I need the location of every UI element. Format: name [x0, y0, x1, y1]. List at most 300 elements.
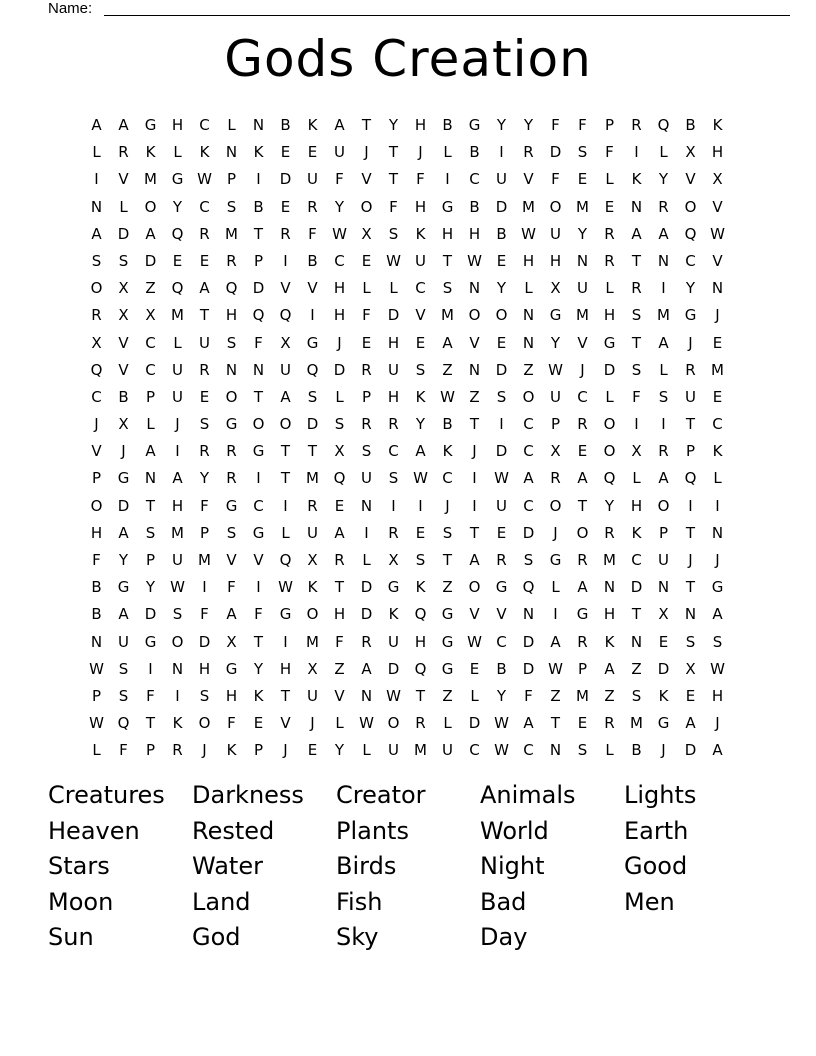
grid-letter: L: [146, 415, 155, 434]
grid-letter: B: [118, 387, 129, 406]
grid-letter: N: [603, 578, 616, 597]
grid-letter: R: [388, 415, 399, 434]
grid-letter: M: [171, 523, 184, 542]
grid-letter: N: [90, 197, 103, 216]
grid-letter: C: [631, 551, 642, 569]
grid-letter: R: [415, 714, 426, 733]
grid-letter: C: [523, 415, 534, 434]
grid-letter: L: [551, 578, 560, 597]
grid-letter: F: [146, 686, 155, 705]
grid-letter: I: [661, 279, 666, 298]
grid-letter: A: [118, 116, 129, 134]
grid-letter: O: [657, 496, 670, 515]
grid-letter: A: [712, 741, 723, 760]
grid-letter: V: [118, 170, 129, 189]
grid-letter: W: [197, 170, 212, 189]
grid-letter: R: [604, 523, 615, 542]
grid-letter: D: [495, 197, 508, 216]
grid-letter: F: [227, 578, 236, 597]
grid-letter: D: [603, 360, 616, 379]
grid-letter: L: [92, 741, 101, 760]
grid-letter: T: [199, 306, 210, 325]
grid-letter: W: [89, 659, 104, 678]
grid-letter: R: [388, 523, 399, 542]
grid-letter: X: [685, 143, 696, 162]
grid-letter: E: [415, 523, 426, 542]
grid-letter: P: [550, 415, 561, 434]
grid-letter: D: [684, 741, 697, 760]
grid-letter: I: [688, 496, 693, 515]
grid-letter: G: [441, 605, 454, 624]
grid-letter: B: [253, 197, 264, 216]
grid-letter: N: [90, 632, 103, 651]
grid-letter: S: [577, 143, 588, 162]
grid-letter: K: [712, 442, 723, 461]
grid-letter: U: [307, 686, 318, 705]
grid-letter: K: [415, 578, 426, 597]
grid-letter: A: [550, 632, 561, 651]
grid-letter: U: [658, 551, 669, 569]
grid-letter: C: [523, 496, 534, 515]
grid-letter: S: [631, 360, 642, 379]
grid-letter: Z: [631, 659, 642, 678]
grid-letter: F: [200, 605, 209, 624]
grid-letter: K: [172, 714, 183, 733]
name-label: Name:: [48, 0, 93, 17]
grid-letter: F: [200, 496, 209, 515]
grid-letter: F: [92, 551, 101, 569]
word-list-item: Darkness: [192, 781, 304, 809]
grid-letter: G: [549, 306, 562, 325]
grid-letter: A: [145, 442, 156, 461]
grid-letter: U: [388, 741, 399, 760]
grid-letter: A: [523, 469, 534, 488]
grid-letter: N: [684, 605, 697, 624]
grid-letter: F: [578, 116, 587, 134]
grid-letter: S: [388, 469, 399, 488]
grid-letter: T: [550, 714, 561, 733]
grid-letter: S: [523, 551, 534, 569]
name-underline: [104, 15, 790, 16]
grid-letter: I: [499, 143, 504, 162]
grid-letter: C: [199, 116, 210, 134]
grid-letter: G: [252, 523, 265, 542]
grid-letter: H: [414, 197, 427, 216]
grid-letter: K: [307, 578, 318, 597]
grid-letter: H: [711, 686, 724, 705]
grid-letter: N: [468, 279, 481, 298]
grid-letter: H: [333, 605, 346, 624]
grid-letter: E: [496, 523, 507, 542]
grid-letter: N: [549, 741, 562, 760]
grid-letter: L: [443, 714, 452, 733]
grid-letter: S: [91, 251, 102, 270]
grid-letter: R: [550, 469, 561, 488]
grid-letter: Z: [550, 686, 561, 705]
grid-letter: M: [576, 197, 589, 216]
grid-letter: T: [442, 551, 453, 569]
grid-letter: U: [307, 170, 318, 189]
grid-letter: S: [442, 279, 453, 298]
grid-letter: I: [445, 170, 450, 189]
grid-letter: Q: [603, 469, 616, 488]
grid-letter: R: [577, 415, 588, 434]
grid-letter: Y: [496, 686, 507, 705]
grid-letter: E: [712, 333, 723, 352]
grid-letter: N: [630, 197, 643, 216]
grid-letter: G: [441, 197, 454, 216]
grid-letter: Z: [442, 686, 453, 705]
grid-letter: O: [468, 306, 481, 325]
grid-letter: H: [603, 306, 616, 325]
grid-letter: R: [226, 442, 237, 461]
grid-letter: J: [445, 496, 450, 515]
grid-letter: A: [658, 224, 669, 243]
grid-letter: Z: [469, 387, 480, 406]
grid-letter: H: [711, 143, 724, 162]
grid-letter: U: [685, 387, 696, 406]
grid-letter: S: [172, 605, 183, 624]
grid-letter: A: [469, 551, 480, 569]
grid-letter: E: [307, 143, 318, 162]
grid-letter: Y: [334, 741, 345, 760]
grid-letter: P: [685, 442, 696, 461]
grid-letter: C: [469, 170, 480, 189]
grid-letter: S: [685, 632, 696, 651]
grid-letter: X: [334, 442, 345, 461]
grid-letter: Q: [522, 578, 535, 597]
grid-letter: J: [553, 523, 558, 542]
word-list-item: Creatures: [48, 781, 165, 809]
grid-letter: R: [199, 360, 210, 379]
grid-letter: N: [468, 360, 481, 379]
grid-letter: M: [657, 306, 670, 325]
grid-letter: P: [604, 116, 615, 134]
grid-letter: M: [711, 360, 724, 379]
grid-letter: D: [657, 659, 670, 678]
grid-letter: Y: [253, 659, 264, 678]
grid-letter: I: [148, 659, 153, 678]
grid-letter: D: [468, 714, 481, 733]
grid-letter: F: [335, 170, 344, 189]
grid-letter: J: [715, 551, 720, 569]
grid-letter: S: [631, 306, 642, 325]
grid-letter: E: [577, 170, 588, 189]
grid-letter: V: [118, 360, 129, 379]
grid-letter: B: [496, 224, 507, 243]
grid-letter: D: [630, 578, 643, 597]
grid-letter: S: [334, 415, 345, 434]
grid-letter: J: [715, 714, 720, 733]
grid-letter: T: [280, 469, 291, 488]
grid-letter: M: [576, 686, 589, 705]
grid-letter: X: [226, 632, 237, 651]
grid-letter: Q: [414, 605, 427, 624]
grid-letter: H: [414, 116, 427, 134]
grid-letter: R: [496, 551, 507, 569]
grid-letter: D: [117, 224, 130, 243]
grid-letter: G: [252, 442, 265, 461]
grid-letter: T: [388, 143, 399, 162]
grid-letter: A: [91, 224, 102, 243]
grid-letter: D: [387, 659, 400, 678]
grid-letter: O: [171, 632, 184, 651]
grid-letter: Q: [225, 279, 238, 298]
grid-letter: E: [712, 387, 723, 406]
grid-letter: O: [360, 197, 373, 216]
grid-letter: I: [634, 143, 639, 162]
grid-letter: B: [91, 578, 102, 597]
word-list-item: Rested: [192, 816, 275, 845]
grid-letter: N: [711, 279, 724, 298]
grid-letter: Q: [657, 116, 670, 134]
grid-letter: T: [685, 415, 696, 434]
grid-letter: F: [362, 306, 371, 325]
grid-letter: G: [117, 469, 130, 488]
grid-letter: R: [361, 632, 372, 651]
grid-letter: Y: [604, 496, 615, 515]
grid-letter: J: [94, 415, 99, 434]
grid-letter: O: [90, 496, 103, 515]
grid-letter: O: [495, 306, 508, 325]
grid-letter: K: [658, 686, 669, 705]
grid-letter: S: [496, 387, 507, 406]
grid-letter: T: [631, 605, 642, 624]
grid-letter: L: [713, 469, 722, 488]
grid-letter: E: [361, 251, 372, 270]
grid-letter: B: [469, 197, 480, 216]
grid-letter: V: [307, 279, 318, 298]
word-list-item: Moon: [48, 887, 114, 916]
grid-letter: K: [226, 741, 237, 760]
grid-letter: C: [577, 387, 588, 406]
grid-letter: T: [280, 686, 291, 705]
grid-letter: E: [253, 714, 264, 733]
grid-letter: E: [577, 442, 588, 461]
word-list-item: Birds: [336, 852, 397, 880]
grid-letter: G: [306, 333, 319, 352]
grid-letter: S: [658, 387, 669, 406]
grid-letter: A: [604, 659, 615, 678]
grid-letter: O: [387, 714, 400, 733]
grid-letter: Y: [496, 116, 507, 134]
grid-letter: X: [118, 306, 129, 325]
grid-letter: I: [418, 496, 423, 515]
grid-letter: S: [145, 523, 156, 542]
grid-letter: L: [173, 333, 182, 352]
grid-letter: U: [199, 333, 210, 352]
grid-letter: O: [279, 415, 292, 434]
grid-letter: F: [254, 333, 263, 352]
grid-letter: D: [522, 523, 535, 542]
grid-letter: Y: [658, 170, 669, 189]
grid-letter: F: [416, 170, 425, 189]
grid-letter: A: [361, 659, 372, 678]
grid-letter: E: [496, 251, 507, 270]
grid-letter: G: [117, 578, 130, 597]
grid-letter: B: [631, 741, 642, 760]
grid-letter: L: [605, 387, 614, 406]
grid-letter: Z: [604, 686, 615, 705]
grid-letter: F: [389, 197, 398, 216]
grid-letter: R: [199, 442, 210, 461]
grid-letter: I: [256, 170, 261, 189]
grid-letter: G: [279, 605, 292, 624]
grid-letter: Z: [145, 279, 156, 298]
word-list-item: Bad: [480, 887, 527, 916]
grid-letter: D: [306, 415, 319, 434]
grid-letter: L: [605, 279, 614, 298]
grid-letter: R: [631, 116, 642, 134]
grid-letter: K: [253, 143, 264, 162]
grid-letter: C: [496, 632, 507, 651]
grid-letter: N: [630, 632, 643, 651]
grid-letter: A: [199, 279, 210, 298]
grid-letter: X: [361, 224, 372, 243]
grid-letter: D: [522, 632, 535, 651]
grid-letter: C: [91, 387, 102, 406]
grid-letter: W: [710, 224, 725, 243]
grid-letter: F: [632, 387, 641, 406]
grid-letter: O: [198, 714, 211, 733]
grid-letter: X: [550, 279, 561, 298]
grid-letter: U: [172, 387, 183, 406]
grid-letter: V: [226, 551, 237, 569]
grid-letter: W: [494, 741, 509, 760]
grid-letter: D: [279, 170, 292, 189]
grid-letter: K: [307, 116, 318, 134]
grid-letter: I: [715, 496, 720, 515]
grid-letter: Q: [279, 306, 292, 325]
grid-letter: S: [388, 224, 399, 243]
grid-letter: S: [577, 741, 588, 760]
grid-letter: Q: [684, 224, 697, 243]
grid-letter: V: [712, 197, 723, 216]
grid-letter: G: [171, 170, 184, 189]
grid-letter: E: [577, 714, 588, 733]
grid-letter: H: [333, 306, 346, 325]
grid-letter: J: [364, 143, 369, 162]
grid-letter: O: [468, 578, 481, 597]
grid-letter: O: [225, 387, 238, 406]
grid-letter: N: [171, 659, 184, 678]
grid-letter: M: [225, 224, 238, 243]
word-list-item: Land: [192, 887, 251, 916]
grid-letter: U: [334, 143, 345, 162]
grid-letter: J: [337, 333, 342, 352]
grid-letter: W: [440, 387, 455, 406]
grid-letter: P: [91, 469, 102, 488]
grid-letter: T: [469, 415, 480, 434]
grid-letter: P: [199, 523, 210, 542]
grid-letter: R: [577, 551, 588, 569]
grid-letter: U: [496, 170, 507, 189]
grid-letter: A: [577, 578, 588, 597]
grid-letter: V: [118, 333, 129, 352]
grid-letter: H: [225, 306, 238, 325]
grid-letter: Q: [90, 360, 103, 379]
grid-letter: V: [523, 170, 534, 189]
grid-letter: D: [495, 442, 508, 461]
grid-letter: W: [386, 251, 401, 270]
grid-letter: P: [577, 659, 588, 678]
grid-letter: I: [175, 442, 180, 461]
grid-letter: F: [551, 116, 560, 134]
grid-letter: P: [91, 686, 102, 705]
grid-letter: Z: [442, 360, 453, 379]
grid-letter: W: [710, 659, 725, 678]
grid-letter: U: [172, 360, 183, 379]
word-list-item: Earth: [624, 816, 689, 845]
grid-letter: H: [549, 251, 562, 270]
grid-letter: E: [658, 632, 669, 651]
grid-letter: G: [468, 116, 481, 134]
grid-letter: D: [144, 605, 157, 624]
grid-letter: R: [685, 360, 696, 379]
grid-letter: T: [280, 442, 291, 461]
grid-letter: M: [144, 170, 157, 189]
grid-letter: L: [389, 279, 398, 298]
grid-letter: I: [553, 605, 558, 624]
grid-letter: T: [307, 442, 318, 461]
grid-letter: G: [711, 578, 724, 597]
grid-letter: K: [145, 143, 156, 162]
grid-letter: A: [280, 387, 291, 406]
grid-letter: G: [657, 714, 670, 733]
grid-letter: X: [307, 551, 318, 569]
grid-letter: D: [360, 578, 373, 597]
grid-letter: A: [685, 714, 696, 733]
grid-letter: V: [91, 442, 102, 461]
grid-letter: D: [144, 251, 157, 270]
grid-letter: J: [661, 741, 666, 760]
grid-letter: A: [334, 523, 345, 542]
grid-letter: Y: [685, 279, 696, 298]
grid-letter: R: [658, 442, 669, 461]
grid-letter: H: [603, 605, 616, 624]
grid-letter: Y: [199, 469, 210, 488]
grid-letter: K: [712, 116, 723, 134]
grid-letter: T: [145, 714, 156, 733]
grid-letter: G: [387, 578, 400, 597]
grid-letter: W: [89, 714, 104, 733]
grid-letter: I: [391, 496, 396, 515]
grid-letter: U: [307, 523, 318, 542]
grid-letter: E: [334, 496, 345, 515]
grid-letter: A: [118, 605, 129, 624]
grid-letter: N: [252, 360, 265, 379]
grid-letter: V: [469, 333, 480, 352]
grid-letter: J: [688, 551, 693, 569]
grid-letter: B: [442, 116, 453, 134]
grid-letter: V: [280, 279, 291, 298]
grid-letter: M: [198, 551, 211, 569]
grid-letter: A: [415, 442, 426, 461]
grid-letter: B: [307, 251, 318, 270]
grid-letter: I: [175, 686, 180, 705]
grid-letter: I: [256, 469, 261, 488]
grid-letter: A: [172, 469, 183, 488]
grid-letter: W: [548, 659, 563, 678]
grid-letter: W: [548, 360, 563, 379]
grid-letter: B: [442, 415, 453, 434]
grid-letter: Q: [171, 279, 184, 298]
grid-letter: N: [657, 578, 670, 597]
grid-letter: I: [283, 496, 288, 515]
grid-letter: T: [145, 496, 156, 515]
grid-letter: C: [523, 741, 534, 760]
grid-letter: S: [712, 632, 723, 651]
